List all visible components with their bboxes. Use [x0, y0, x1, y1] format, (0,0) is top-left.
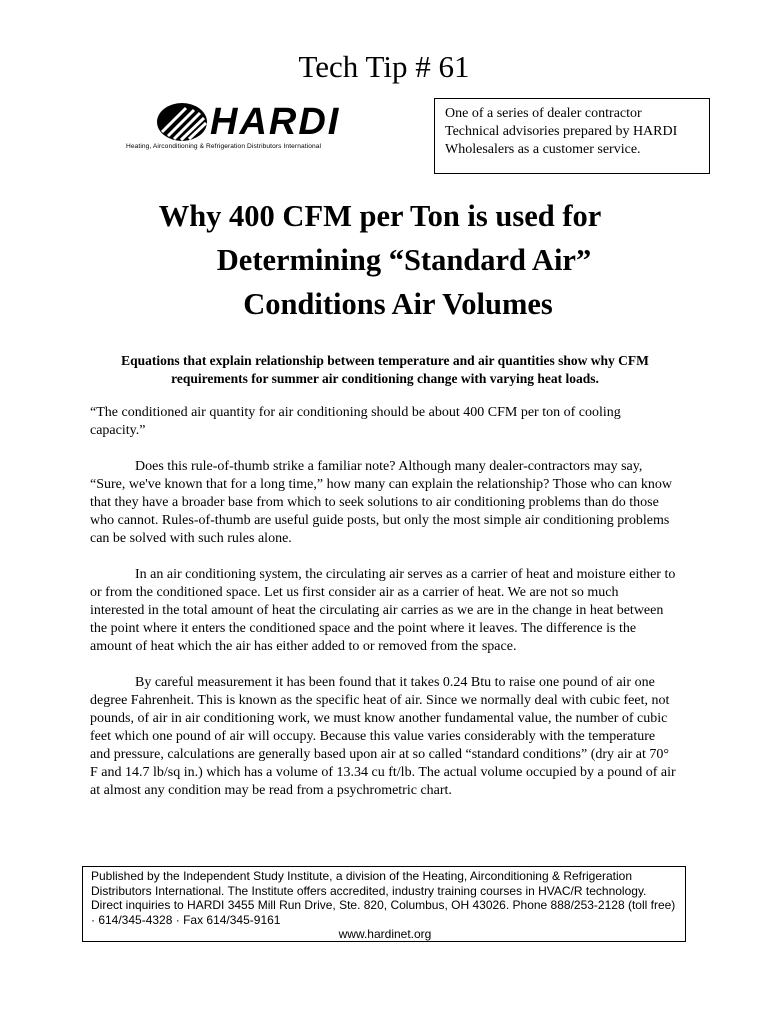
opening-quote: “The conditioned air quantity for air conditioning should be about 400 CFM per ton of cooling capacity.” — [90, 405, 621, 438]
headline-line-3: Conditions Air Volumes — [243, 287, 553, 321]
headline-line-2: Determining “Standard Air” — [216, 243, 592, 277]
subheadline: Equations that explain relationship between temperature and air quantities show why CFM requirements for summer air conditioning change with varying heat loads. — [121, 353, 649, 386]
article-body — [90, 404, 676, 818]
hardi-logo — [126, 98, 408, 156]
headline — [0, 194, 768, 326]
headline-line-1: Why 400 CFM per Ton is used for — [158, 199, 602, 233]
hardi-logo-subtitle: Heating, Airconditioning & Refrigeration Distributors International — [126, 143, 322, 150]
hardi-wordmark: HARDI — [210, 101, 341, 143]
paragraph-2: In an air conditioning system, the circulating air serves as a carrier of heat and moisture either to or from the conditioned space. Let us first consider air as a carrier of heat. We are not so much interested in the total amount of heat the circulating air carries as we are in the change in heat between the point where it enters the conditioned space and the point where it leaves. The difference is the amount of heat which the air has either added to or removed from the space. — [90, 567, 676, 654]
page-title: Tech Tip # 61 — [298, 49, 470, 84]
paragraph-1: Does this rule-of-thumb strike a familiar note? Although many dealer-contractors may say, “Sure, we've known that for a long time,” how many can explain the relationship? Those who can know that they have a broader base from which to seek solutions to air conditioning problems than do those who cannot. Rules-of-thumb are useful guide posts, but only the most simple air conditioning problems can be solved with such rules alone. — [90, 459, 672, 546]
hardi-logo-icon — [156, 102, 208, 142]
paragraph-3: By careful measurement it has been found that it takes 0.24 Btu to raise one pound of air one degree Fahrenheit. This is known as the specific heat of air. Since we normally deal with cubic feet, not pounds, of air in air conditioning work, we must know another fundamental value, the number of cubic feet which one pound of air will occupy. Because this value varies considerably with the temperature and pressure, calculations are generally based upon air at so called “standard conditions” (dry air at 70° F and 14.7 lb/sq in.) which has a volume of 13.34 cu ft/lb. The actual volume occupied by a pound of air at almost any condition may be read from a psychrometric chart. — [90, 675, 676, 798]
advisory-box: One of a series of dealer contractor Technical advisories prepared by HARDI Wholesalers as a customer service. — [434, 98, 710, 174]
footer-box — [82, 866, 686, 942]
footer-url-link[interactable]: www.hardinet.org — [338, 927, 432, 942]
footer-text: Published by the Independent Study Institute, a division of the Heating, Airconditioning & Refrigeration Distributors International. The Institute offers accredited, industry training courses in HVAC/R technology. Direct inquiries to HARDI 3455 Mill Run Drive, Ste. 820, Columbus, OH 43026. Phone 888/253-2128 (toll free) · 614/345-4328 · Fax 614/345-9161 — [91, 869, 676, 927]
